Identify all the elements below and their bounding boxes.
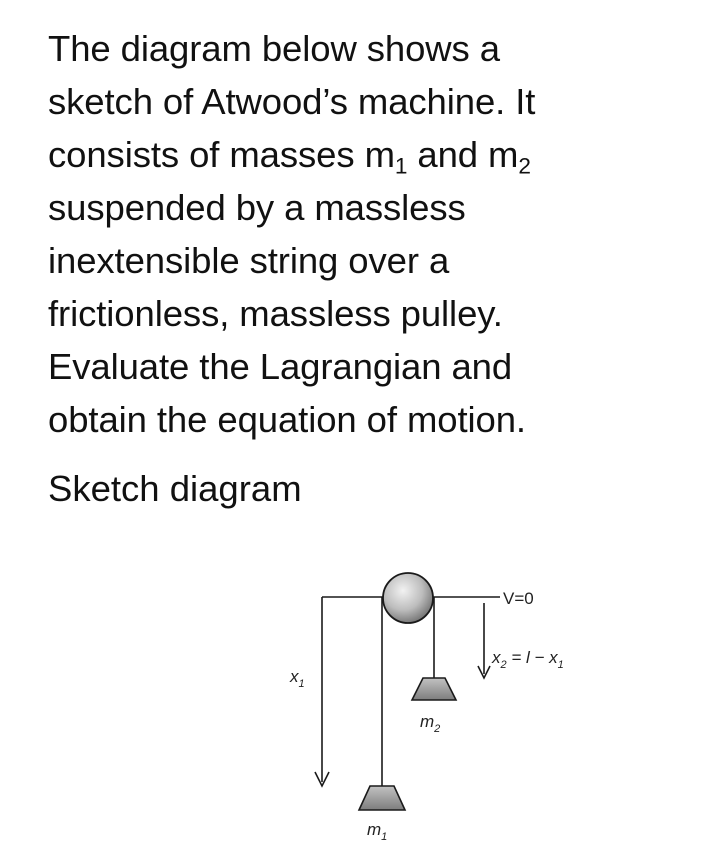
x2-relation-label [491,648,564,671]
x2-equation: = l − x [506,648,558,667]
question-line: obtain the equation of motion. [48,399,526,440]
question-line: suspended by a massless [48,187,466,228]
mass-m1 [359,786,405,810]
m1-subscript: 1 [381,831,388,843]
m2-symbol: m [420,712,435,731]
sketch-heading: Sketch diagram [48,468,302,509]
question-line: sketch of Atwood’s machine. It [48,81,536,122]
m1-label [367,820,387,843]
question-line: The diagram below shows a [48,28,500,69]
subscript: 1 [394,153,408,179]
question-line: inextensible string over a [48,240,450,281]
potential-zero-label: V=0 [503,589,534,608]
m2-label [420,712,440,735]
x1-label [289,667,305,690]
x2-equation-subscript: 1 [557,659,564,671]
mass-m2 [412,678,456,700]
question-text-fragment: and m [407,134,519,175]
question-line: Evaluate the Lagrangian and [48,346,513,387]
question-text-fragment: consists of masses m [48,134,395,175]
x2-subscript: 2 [500,659,507,671]
x1-symbol: x [290,667,299,686]
m1-symbol: m [367,820,382,839]
pulley [383,573,433,623]
x1-subscript: 1 [298,678,305,690]
m2-subscript: 2 [434,723,441,735]
x2-symbol: x [492,648,501,667]
question-line: frictionless, massless pulley. [48,293,503,334]
subscript: 2 [518,153,531,179]
